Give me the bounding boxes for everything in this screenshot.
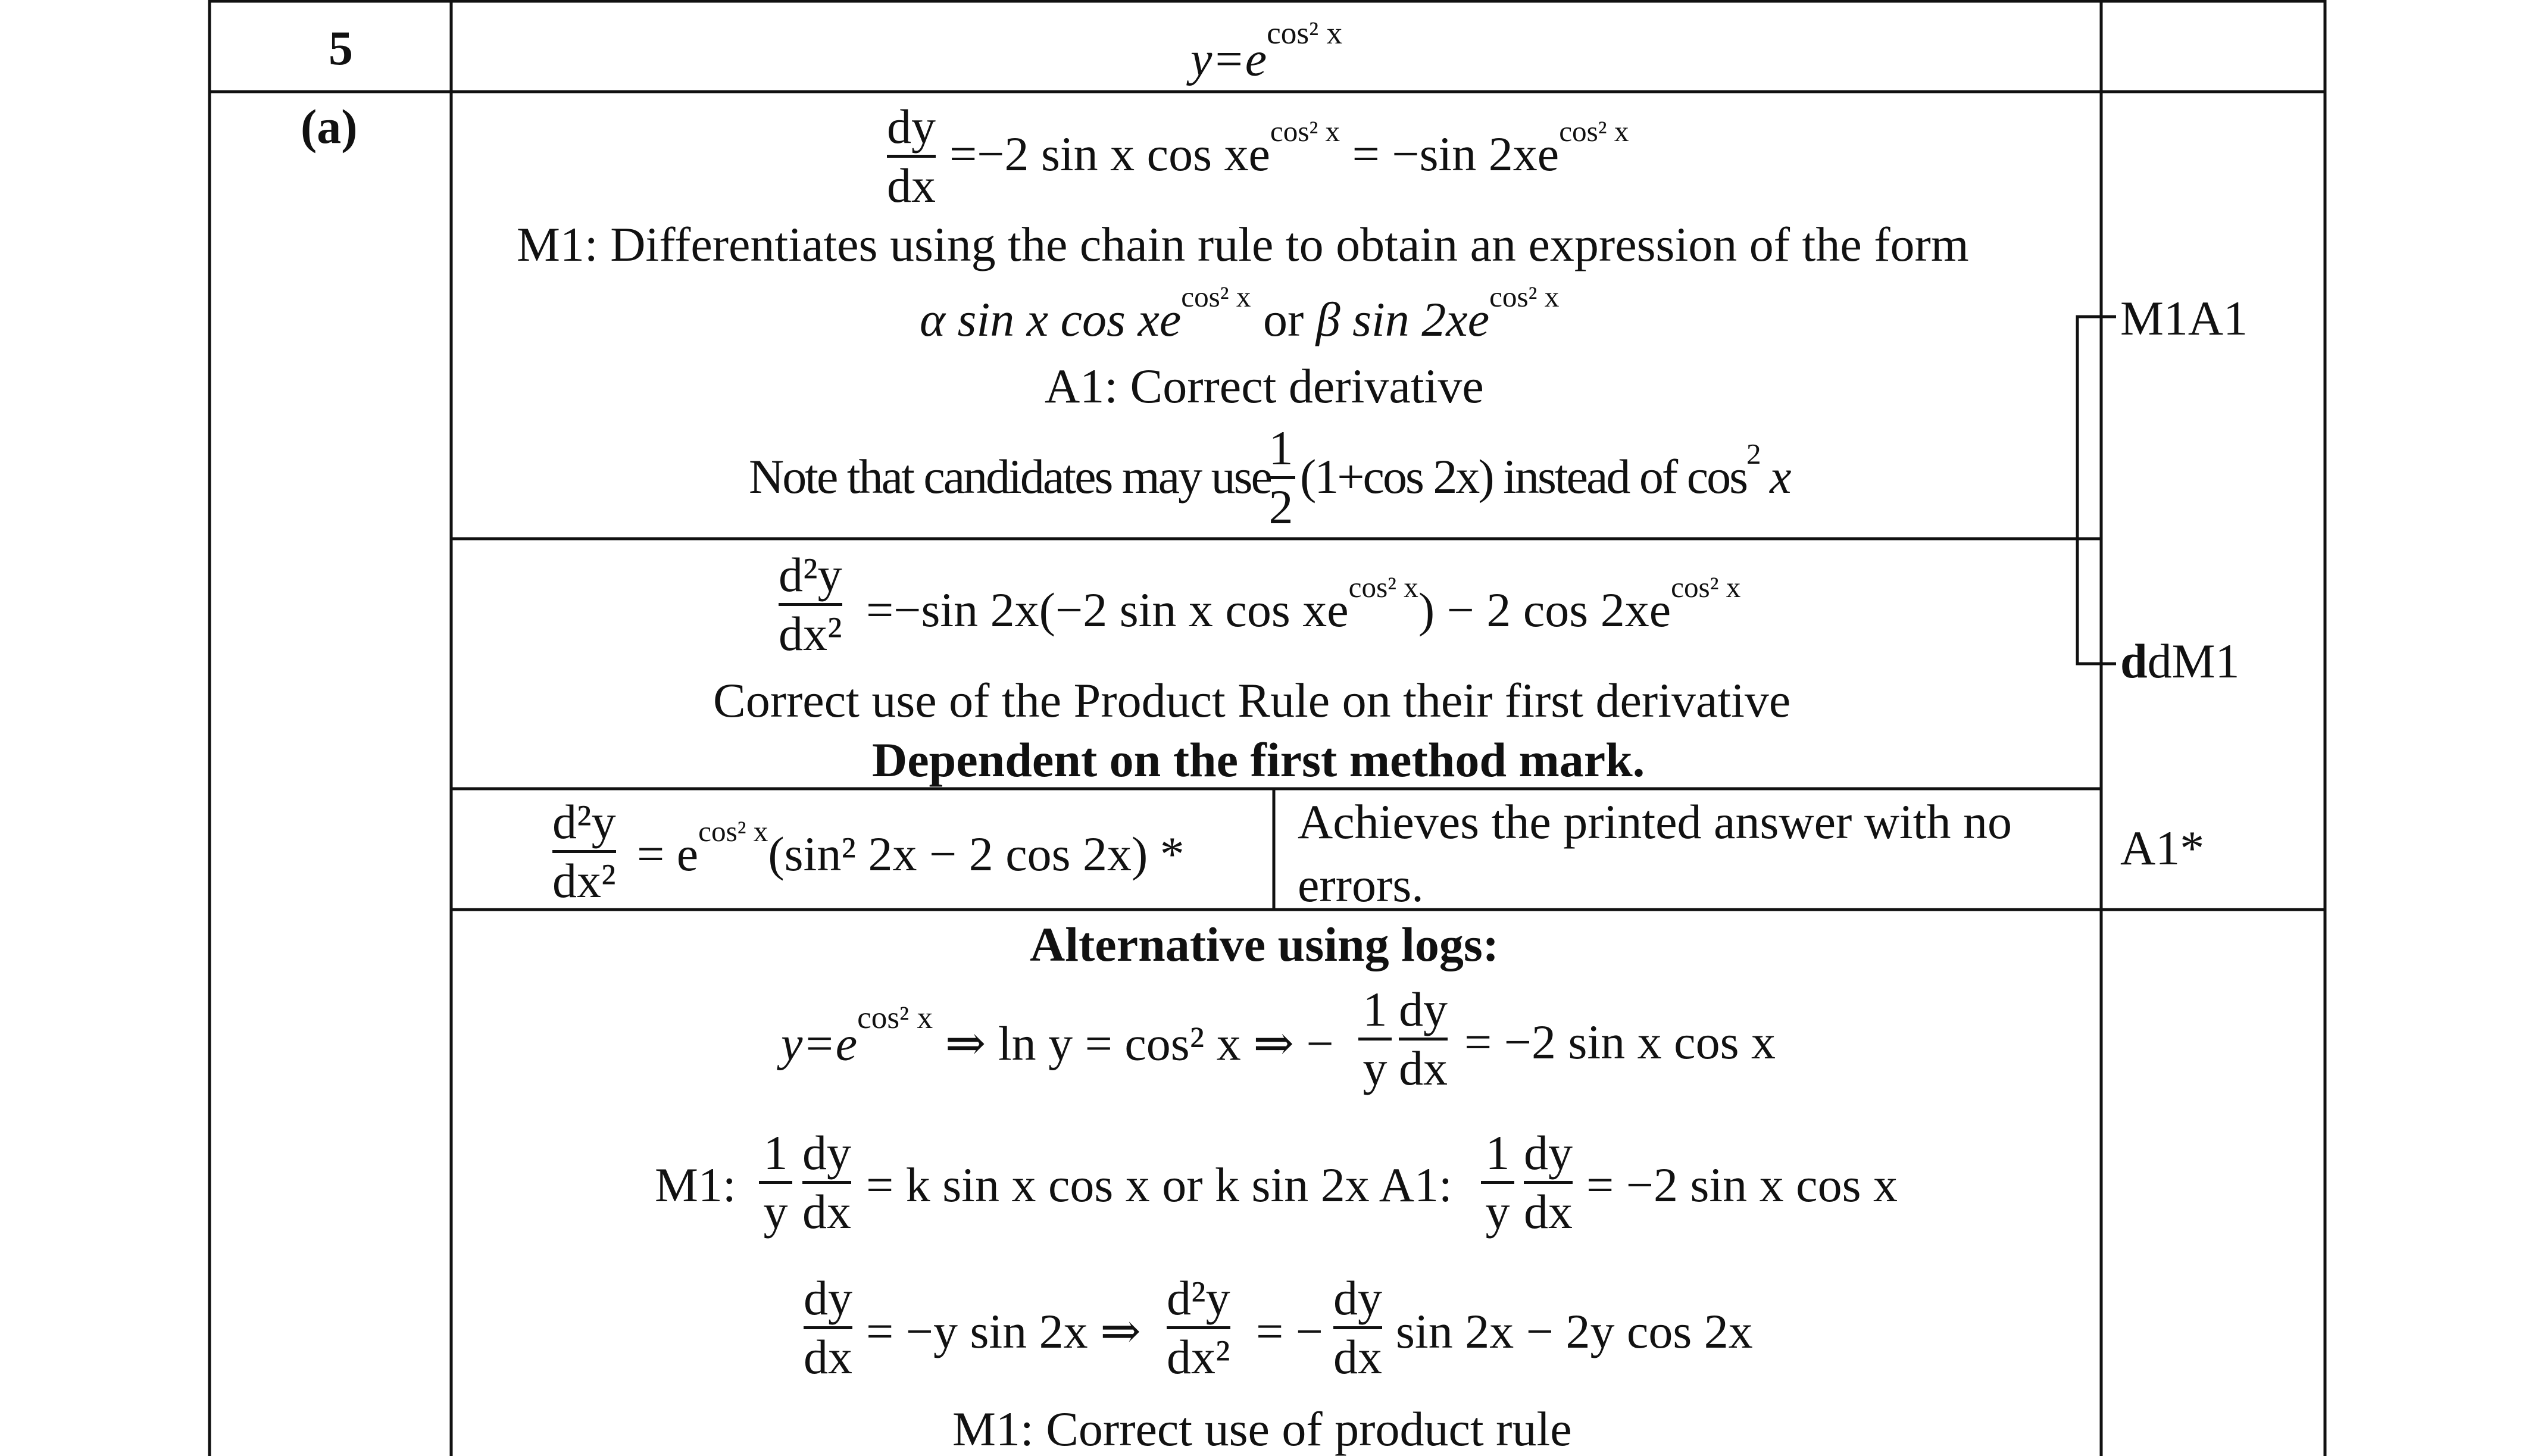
product-rule-text: Correct use of the Product Rule on their first derivative [713, 673, 1791, 727]
alt2-one-over-y-a: 1 y [759, 1129, 792, 1236]
printed-answer-fraction: d²y dx² [552, 795, 616, 908]
dy-num: dy [887, 99, 936, 154]
alt3-dy-dx: dy dx [804, 1271, 852, 1384]
second-derivative-rhs: =−sin 2x(−2 sin x $\cos xe^{cos^2 x}) - 2$ $\cos 2xe^{cos^2 x}$ [866, 570, 1741, 637]
mark-m1a1: M1A1 [2120, 291, 2248, 345]
dy-dx-fraction [887, 99, 936, 213]
alt2-dy-dx-b: dy dx [1524, 1126, 1573, 1239]
alt-dy-dx: dy dx [1399, 982, 1448, 1095]
alt2-dy-dx-a: dy dx [802, 1126, 851, 1239]
achieves-line-1: Achieves the printed answer with no [1298, 795, 2012, 849]
form-expression: α sin x $\cos xe^{cos^2 x}$ or β $\sin 2xe^{cos^2 x}$ [920, 280, 1560, 346]
mark-bracket [2077, 317, 2116, 664]
alt-line-3-b: = − [1256, 1304, 1323, 1358]
alt2-one-over-y-b: 1 y [1481, 1129, 1514, 1236]
note-pre: Note that candidates may use [749, 449, 1271, 504]
alt-heading: Alternative using logs: [1030, 917, 1499, 971]
m1-product-rule-text: M1: Correct use of product rule [952, 1402, 1572, 1456]
alt-line-3-a: = −y sin 2x ⇒ [866, 1304, 1141, 1358]
half-fraction: 1 2 [1267, 424, 1295, 532]
note-post: (1+cos 2x) instead of $\cos^2 x$ [1300, 437, 1790, 504]
mark-dm1: ddM1 [2120, 634, 2240, 688]
alt3-dy-dx-2: dy dx [1333, 1271, 1382, 1384]
header-equation [1190, 15, 1343, 86]
dx-den: dx [887, 158, 936, 213]
dependent-text: Dependent on the first method mark. [872, 733, 1645, 787]
achieves-line-2: errors. [1298, 858, 1424, 912]
alt-line-2-mid: = k sin x cos x or k sin 2x A1: [866, 1158, 1452, 1212]
m1-chain-rule-text: M1: Differentiates using the chain rule to obtain an expression of the form [517, 217, 1969, 271]
alt-line-1-lhs: $y=e^{cos^2 x}$ ⇒ ln y = cos² x ⇒ − [781, 1000, 1334, 1071]
alt-one-over-y: 1 y [1358, 985, 1392, 1093]
header-eq-lhs: y=e [1190, 32, 1267, 86]
mark-a1star: A1* [2120, 821, 2205, 875]
header-eq-exponent: cos² x [1267, 15, 1343, 51]
alt-line-2-label: M1: [655, 1158, 736, 1212]
question-number: 5 [329, 21, 353, 75]
alt-line-3-c: sin 2x − 2y cos 2x [1396, 1304, 1753, 1358]
d2y-dx2-fraction: d²y dx² [779, 548, 842, 661]
a1-correct-derivative: A1: Correct derivative [1045, 359, 1484, 413]
alt-line-2-rhs: = −2 sin x cos x [1586, 1158, 1898, 1212]
first-derivative-rhs: =−2 sin x $\cos xe^{cos^2 x} = -\sin$ $2xe^{cos^2 x}$ [949, 114, 1629, 181]
printed-answer-rhs: = $e^{cos^2 x}(\sin^2$ 2x − 2 cos 2x) * [637, 814, 1185, 881]
alt-line-1-rhs: = −2 sin x cos x [1464, 1015, 1776, 1069]
alt3-d2y-dx2: d²y dx² [1167, 1271, 1230, 1384]
part-label: (a) [301, 99, 358, 154]
